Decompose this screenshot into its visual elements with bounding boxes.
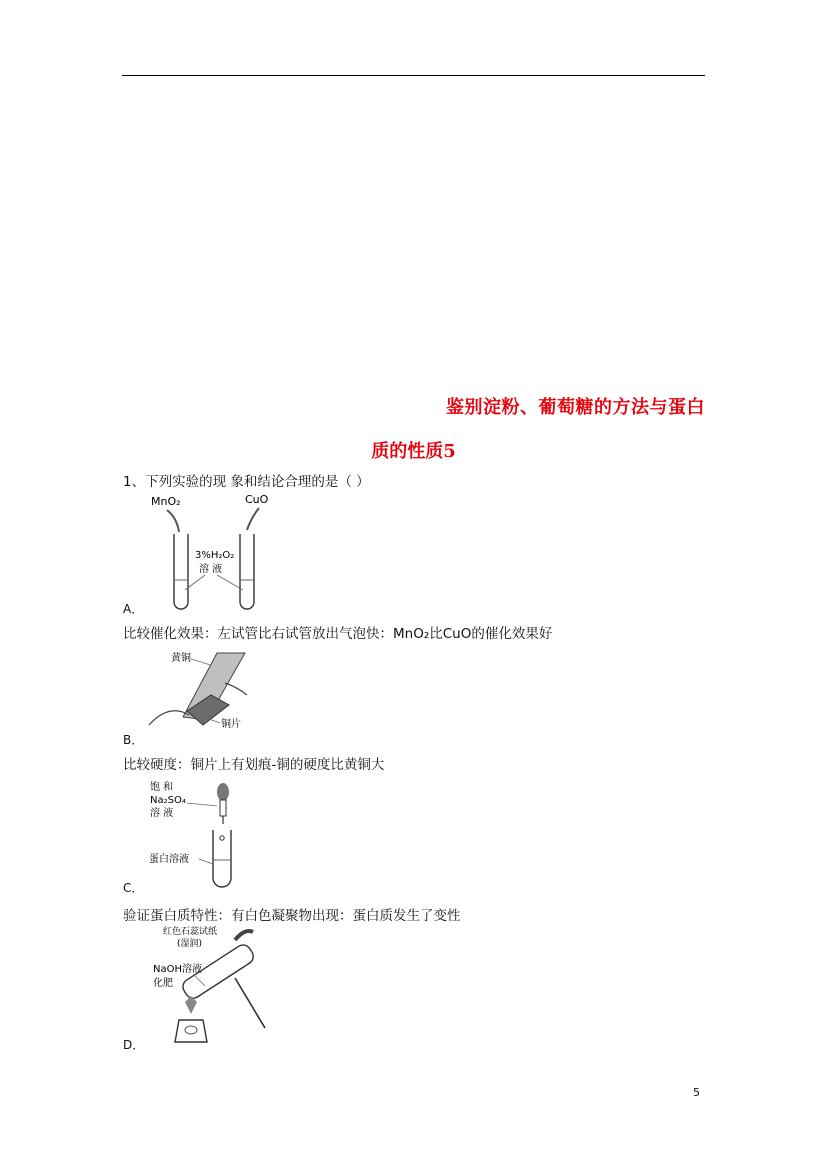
figure-b-scratch-test bbox=[147, 645, 252, 733]
figure-b-hand-right bbox=[225, 683, 247, 695]
option-a-letter: A． bbox=[123, 602, 144, 616]
figure-d-label-paper-1: 红色石蕊试纸 bbox=[163, 927, 218, 937]
figure-c-protein-tube bbox=[147, 778, 247, 890]
option-d-letter: D． bbox=[123, 1038, 145, 1052]
figure-a-label-liquid-2: 溶 液 bbox=[199, 564, 223, 575]
figure-a-label-cuo: CuO bbox=[245, 493, 269, 506]
figure-a-label-mno2: MnO₂ bbox=[151, 495, 181, 508]
figure-d-label-solution: NaOH溶液 bbox=[153, 964, 202, 975]
title-line-1: 鉴别淀粉、葡萄糖的方法与蛋白 bbox=[446, 397, 705, 418]
figure-c-label-reagent-2: Na₂SO₄ bbox=[150, 795, 186, 806]
figure-d-ammonia-test bbox=[147, 924, 272, 1050]
figure-d-flame bbox=[185, 996, 197, 1014]
figure-d-label-paper-2: (湿润) bbox=[177, 939, 203, 949]
figure-b-label-copper: 铜片 bbox=[221, 719, 241, 730]
figure-d-alcohol-lamp bbox=[175, 1020, 207, 1042]
figure-d-clamp bbox=[235, 978, 265, 1028]
figure-d-litmus-paper bbox=[235, 931, 253, 940]
figure-c-dropper-tube bbox=[220, 800, 226, 816]
figure-c-label-reagent-1: 饱 和 bbox=[150, 782, 174, 793]
figure-a-tube-right bbox=[240, 534, 254, 609]
figure-c-dropper-bulb bbox=[217, 783, 229, 801]
header-rule bbox=[122, 75, 705, 76]
option-a-text: 比较催化效果：左试管比右试管放出气泡快：MnO₂比CuO的催化效果好 bbox=[123, 626, 553, 642]
figure-a-tube-left bbox=[174, 534, 188, 609]
option-c-text: 验证蛋白质特性：有白色凝聚物出现：蛋白质发生了变性 bbox=[123, 908, 461, 924]
figure-c-label-tube: 蛋白溶液 bbox=[149, 854, 189, 865]
figure-c-test-tube bbox=[213, 830, 231, 887]
option-c-letter: C． bbox=[123, 881, 144, 895]
figure-a-arrow-left bbox=[167, 510, 179, 532]
figure-b-hand-left bbox=[149, 711, 189, 725]
title-line-2: 质的性质5 bbox=[371, 441, 456, 462]
figure-d-label-fertilizer: 化肥 bbox=[153, 978, 173, 989]
option-b-letter: B． bbox=[123, 733, 144, 747]
page-number: 5 bbox=[693, 1086, 700, 1099]
figure-c-label-reagent-3: 溶 液 bbox=[150, 808, 174, 819]
figure-a-arrow-right bbox=[247, 508, 259, 530]
figure-b-label-brass: 黄铜 bbox=[171, 653, 191, 664]
figure-a-test-tubes bbox=[147, 492, 272, 612]
option-b-text: 比较硬度：铜片上有划痕-铜的硬度比黄铜大 bbox=[123, 757, 385, 773]
question-stem: 1、下列实验的现 象和结论合理的是（ ） bbox=[123, 474, 370, 490]
figure-a-label-liquid-1: 3%H₂O₂ bbox=[195, 550, 235, 561]
